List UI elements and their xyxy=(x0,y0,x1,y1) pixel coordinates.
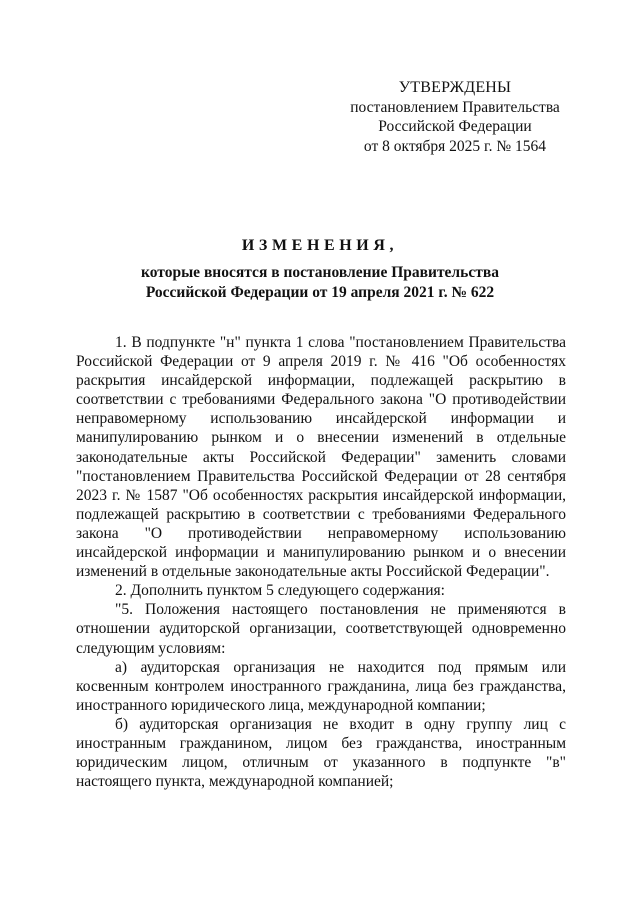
approval-line-3: от 8 октября 2025 г. № 1564 xyxy=(363,137,547,155)
approval-stamp xyxy=(330,78,580,156)
paragraph-4: а) аудиторская организация не находится под прямым или косвенным контролем иностранного гражданина, лица без гражданства, иностранного юридического лица, международной компании; xyxy=(76,658,566,714)
paragraph-3: "5. Положения настоящего постановления не применяются в отношении аудиторской организации, соответствующей одновременно следующим условиям: xyxy=(76,601,566,657)
paragraph-2: 2. Дополнить пунктом 5 следующего содержания: xyxy=(115,582,445,600)
title-main: ИЗМЕНЕНИЯ, xyxy=(241,237,399,254)
paragraph-1: 1. В подпункте "н" пункта 1 слова "постановлением Правительства Российской Федерации от 9 апреля 2019 г. № 416 "Об особенностях раскрытия инсайдерской информации, подлежащей раскрытию в соответствии с требованиями Федерального закона "О противодействии неправомерному использованию инсайдерской информации и манипулированию рынком и о внесении изменений в отдельные законодательные акты Российской Федерации" заменить словами "постановлением Правительства Российской Федерации от 28 сентября 2023 г. № 1587 "Об особенностях раскрытия инсайдерской информации, подлежащей раскрытию в соответствии с требованиями Федерального закона "О противодействии неправомерному использованию инсайдерской информации и манипулированию рынком и о внесении изменений в отдельные законодательные акты Российской Федерации". xyxy=(76,334,566,581)
title-subtitle-line-2: Российской Федерации от 19 апреля 2021 г. № 622 xyxy=(145,284,495,301)
title-subtitle-line-1: которые вносятся в постановление Правительства xyxy=(141,264,499,281)
document-body xyxy=(76,333,566,791)
approval-line-2: Российской Федерации xyxy=(378,118,532,135)
title-subtitle xyxy=(70,263,570,303)
paragraph-5: б) аудиторская организация не входит в одну группу лиц с иностранным гражданином, лицом без гражданства, иностранным юридическим лицом, отличным от указанного в подпункте "в" настоящего пункта, международной компанией; xyxy=(76,715,566,791)
approval-heading: УТВЕРЖДЕНЫ xyxy=(398,79,512,96)
document-title xyxy=(70,236,570,303)
approval-line-1: постановлением Правительства xyxy=(350,98,560,116)
